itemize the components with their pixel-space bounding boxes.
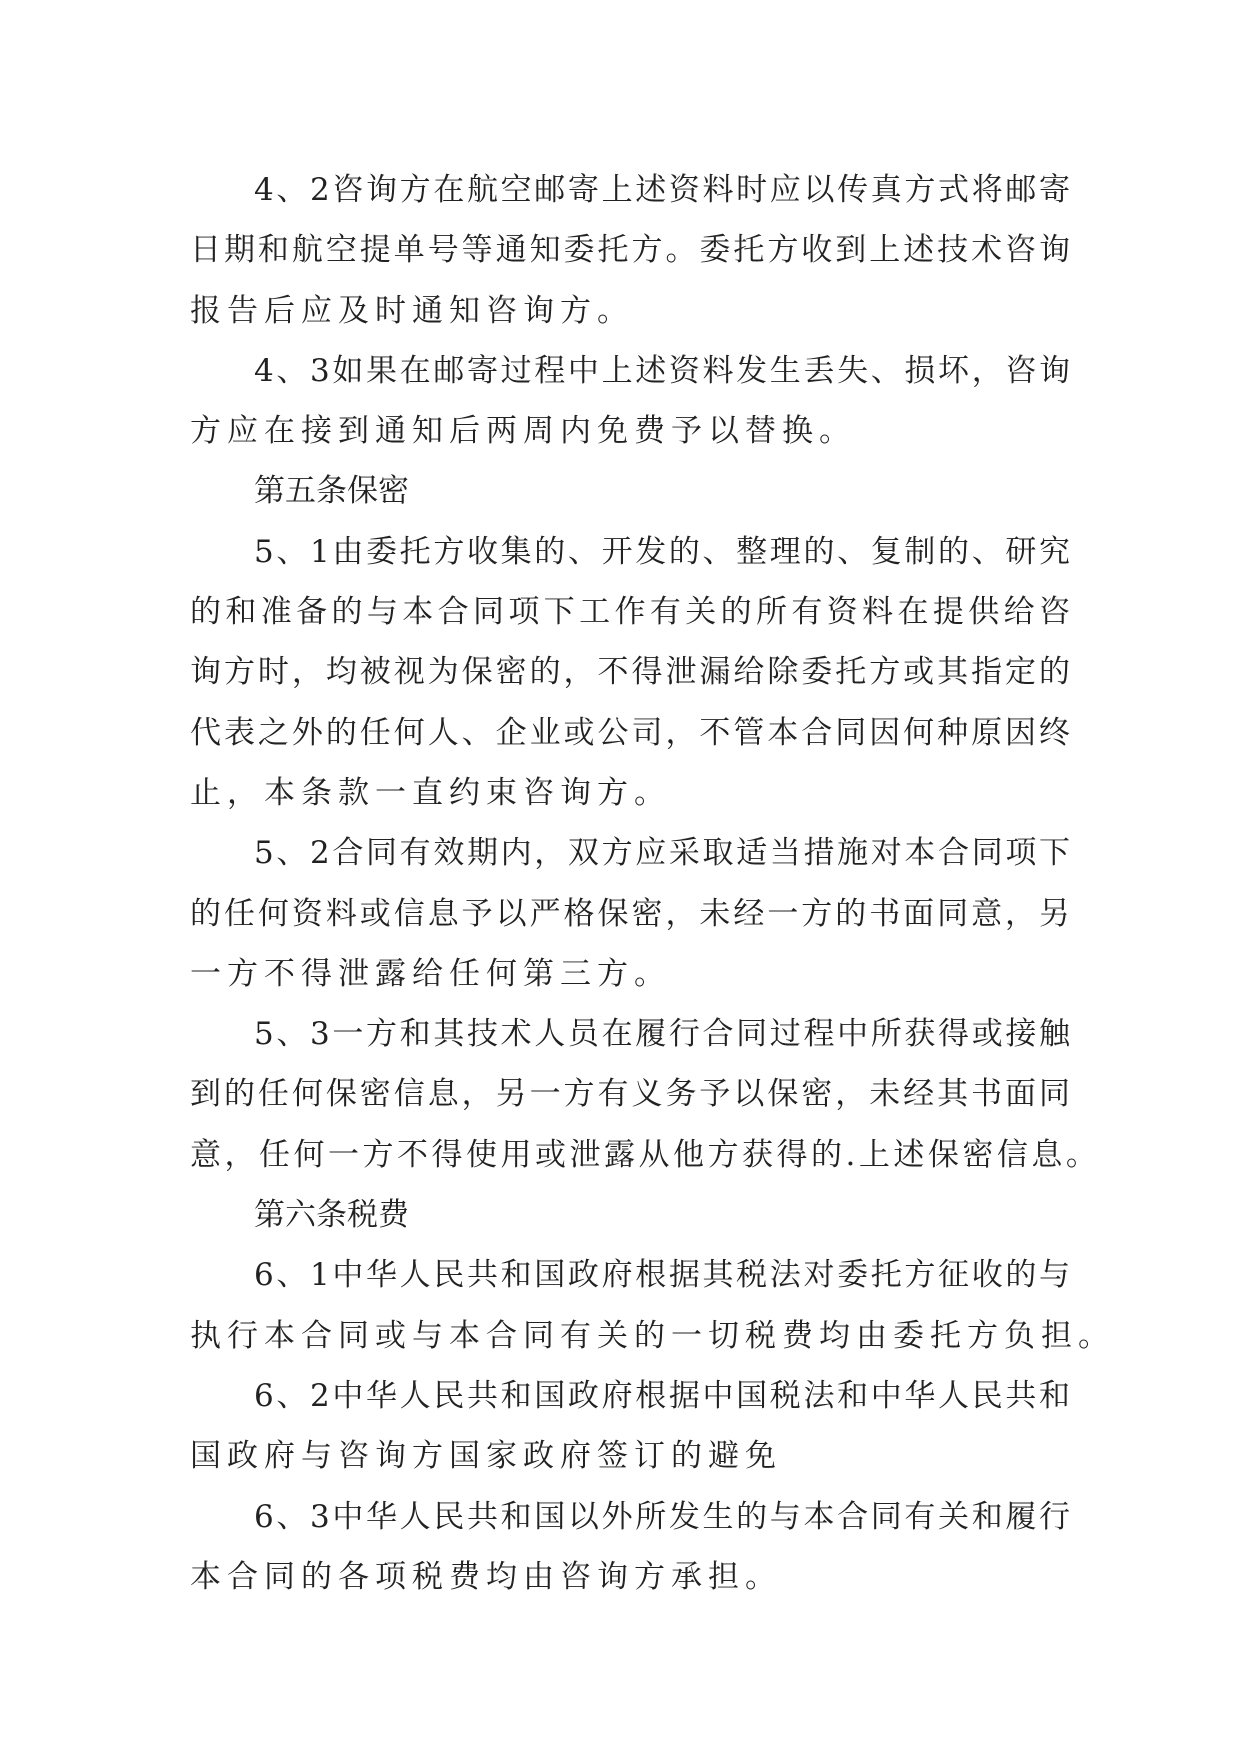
article-5-heading: 第五条保密: [254, 473, 409, 510]
para-4-2-line-3: 报告后应及时通知咨询方。: [190, 292, 634, 329]
para-5-1-line-1: 5、1由委托方收集的、开发的、整理的、复制的、研究: [254, 533, 1070, 570]
para-6-1-line-2: 执行本合同或与本合同有关的一切税费均由委托方负担。: [190, 1317, 1115, 1354]
para-4-3-line-2: 方应在接到通知后两周内免费予以替换。: [190, 413, 856, 450]
para-5-2-line-3: 一方不得泄露给任何第三方。: [190, 955, 671, 992]
document-body: [190, 160, 1115, 1607]
para-6-1-line-1: 6、1中华人民共和国政府根据其税法对委托方征收的与: [254, 1257, 1070, 1294]
para-5-1-line-2: 的和准备的与本合同项下工作有关的所有资料在提供给咨: [190, 594, 1070, 631]
para-5-1-line-4: 代表之外的任何人、企业或公司，不管本合同因何种原因终: [190, 714, 1070, 751]
para-6-3-line-2: 本合同的各项税费均由咨询方承担。: [190, 1558, 782, 1595]
para-4-2-line-2: 日期和航空提单号等通知委托方。委托方收到上述技术咨询: [190, 232, 1070, 269]
para-6-2-line-2: 国政府与咨询方国家政府签订的避免: [190, 1438, 782, 1475]
para-6-2-line-1: 6、2中华人民共和国政府根据中国税法和中华人民共和: [254, 1377, 1070, 1414]
para-5-2-line-2: 的任何资料或信息予以严格保密，未经一方的书面同意，另: [190, 895, 1070, 932]
para-5-1-line-3: 询方时，均被视为保密的，不得泄漏给除委托方或其指定的: [190, 654, 1070, 691]
para-5-3-line-2: 到的任何保密信息，另一方有义务予以保密，未经其书面同: [190, 1076, 1070, 1113]
para-4-2-line-1: 4、2咨询方在航空邮寄上述资料时应以传真方式将邮寄: [254, 172, 1070, 208]
article-6-heading: 第六条税费: [254, 1197, 409, 1234]
para-5-2-line-1: 5、2合同有效期内，双方应采取适当措施对本合同项下: [254, 835, 1070, 872]
para-5-3-line-1: 5、3一方和其技术人员在履行合同过程中所获得或接触: [254, 1016, 1070, 1053]
para-4-3-line-1: 4、3如果在邮寄过程中上述资料发生丢失、损坏，咨询: [254, 352, 1070, 389]
para-5-3-line-3: 意，任何一方不得使用或泄露从他方获得的.上述保密信息。: [190, 1136, 1101, 1173]
para-6-3-line-1: 6、3中华人民共和国以外所发生的与本合同有关和履行: [254, 1498, 1070, 1535]
para-5-1-line-5: 止，本条款一直约束咨询方。: [190, 774, 671, 811]
